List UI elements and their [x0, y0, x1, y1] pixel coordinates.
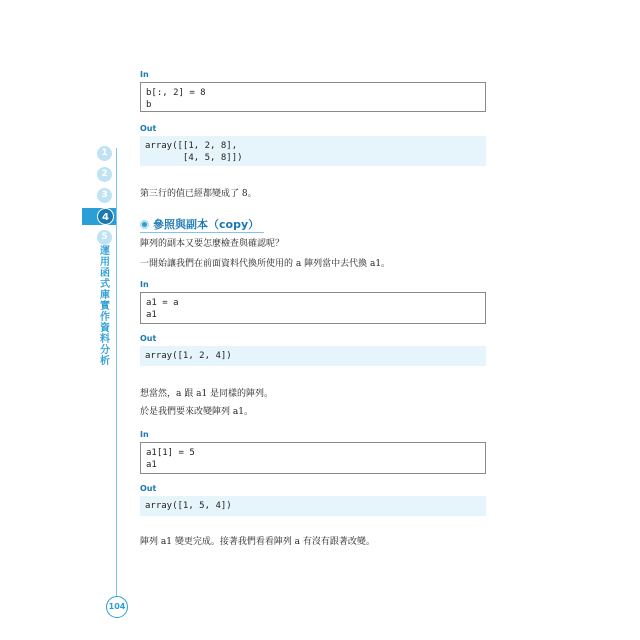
section-bullet-icon — [140, 220, 149, 229]
chapter-1-marker[interactable]: 1 — [97, 146, 112, 161]
page-number: 104 — [106, 596, 128, 618]
out-label: Out — [140, 334, 157, 343]
out-label: Out — [140, 484, 157, 493]
code-input-3: a1[1] = 5 a1 — [140, 442, 486, 474]
chapter-5-marker[interactable]: 5 — [97, 230, 112, 245]
section-heading — [140, 216, 259, 232]
paragraph-6: 陣列 a1 變更完成。接著我們看看陣列 a 有沒有跟著改變。 — [140, 537, 375, 547]
code-output-2: array([1, 2, 4]) — [140, 346, 486, 366]
code-input-2: a1 = a a1 — [140, 292, 486, 324]
code-output-3: array([1, 5, 4]) — [140, 496, 486, 516]
paragraph-5: 於是我們要來改變陣列 a1。 — [140, 407, 253, 417]
in-label: In — [140, 280, 149, 289]
paragraph-3: 一開始讓我們在前面資料代換所使用的 a 陣列當中去代換 a1。 — [140, 259, 391, 269]
section-heading-text: 參照與副本（copy） — [153, 218, 260, 231]
chapter-3-marker[interactable]: 3 — [97, 188, 112, 203]
code-output-1: array([[1, 2, 8], [4, 5, 8]]) — [140, 136, 486, 166]
paragraph-4: 想當然，a 跟 a1 是同樣的陣列。 — [140, 389, 274, 399]
heading-underline — [140, 232, 264, 233]
paragraph-2: 陣列的副本又要怎麼檢查與確認呢？ — [140, 239, 285, 249]
in-label: In — [140, 70, 149, 79]
in-label: In — [140, 430, 149, 439]
out-label: Out — [140, 124, 157, 133]
chapter-vertical-title: 運用函式庫實作資料分析 — [100, 246, 110, 367]
chapter-4-marker-active[interactable]: 4 — [97, 208, 114, 225]
code-input-1: b[:, 2] = 8 b — [140, 82, 486, 112]
chapter-2-marker[interactable]: 2 — [97, 167, 112, 182]
chapter-rail-line — [116, 148, 117, 600]
paragraph-1: 第三行的值已經都變成了 8。 — [140, 189, 257, 199]
